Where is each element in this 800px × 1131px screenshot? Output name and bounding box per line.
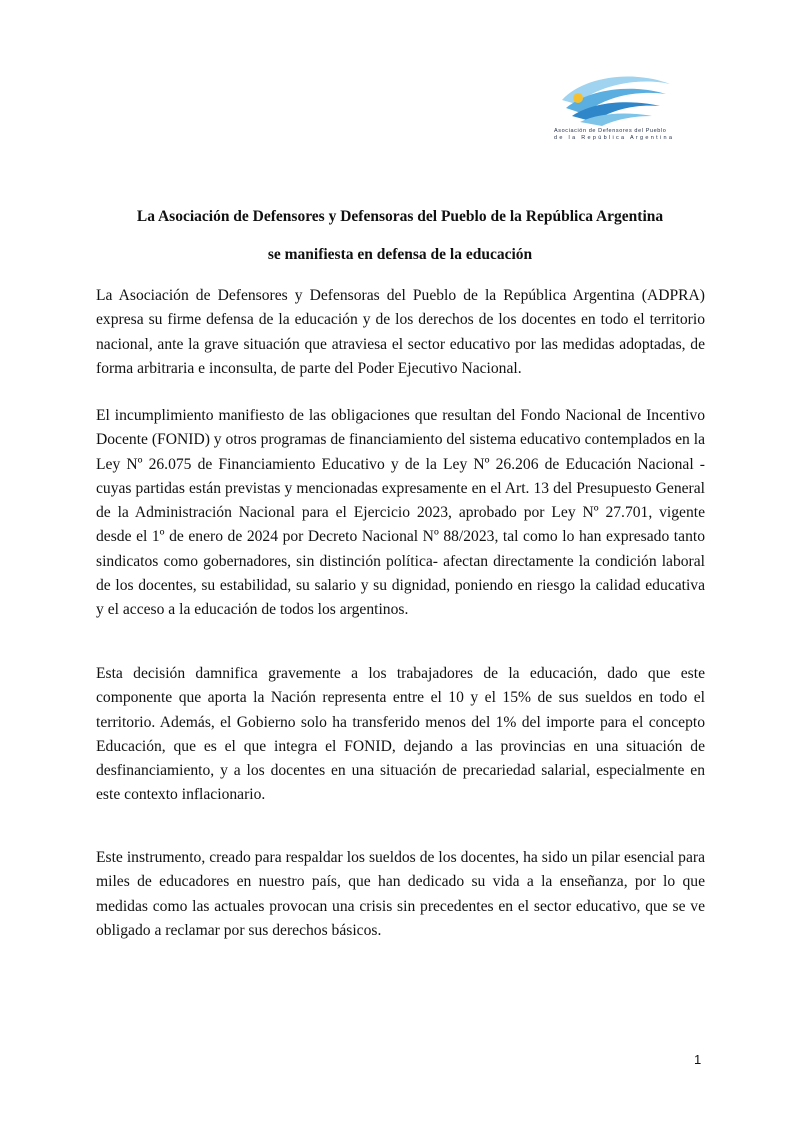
page-number: 1 — [694, 1052, 702, 1067]
logo-text-line2: de la República Argentina — [554, 135, 675, 141]
logo-text-line1: Asociación de Defensores del Pueblo — [554, 128, 667, 134]
document-title-line1: La Asociación de Defensores y Defensoras del Pueblo de la República Argentina — [136, 208, 664, 225]
paragraph: Esta decisión damnifica gravemente a los trabajadores de la educación, dado que este componente que aporta la Nación representa entre el 10 y el 15% de sus sueldos en todo el territorio. Además, el Gobierno solo ha transferido menos del 1% del importe para el concepto Educación, que es el que integra el FONID, dejando a las provincias en una situación de desfinanciamiento, y a los docentes en una situación de precariedad salarial, especialmente en este contexto inflacionario. — [96, 665, 705, 804]
paragraph: Este instrumento, creado para respaldar los sueldos de los docentes, ha sido un pilar esencial para miles de educadores en nuestro país, que han dedicado su vida a la enseñanza, por lo que medidas como las actuales provocan una crisis sin precedentes en el sector educativo, que se ve obligado a reclamar por sus derechos básicos. — [96, 849, 705, 939]
paragraph: El incumplimiento manifiesto de las obligaciones que resultan del Fondo Nacional de Incentivo Docente (FONID) y otros programas de financiamiento del sistema educativo contemplados en la Ley Nº 26.075 de Financiamiento Educativo y de la Ley Nº 26.206 de Educación Nacional -cuyas partidas están previstas y mencionadas expresamente en el Art. 13 del Presupuesto General de la Administración Nacional para el Ejercicio 2023, aprobado por Ley Nº 27.701, vigente desde el 1º de enero de 2024 por Decreto Nacional Nº 88/2023, tal como lo han expresado tanto sindicatos como gobernadores, sin distinción política- afectan directamente la condición laboral de los docentes, su estabilidad, su salario y su dignidad, poniendo en riesgo la calidad educativa y el acceso a la educación de todos los argentinos. — [96, 407, 705, 619]
document-title-line2: se manifiesta en defensa de la educación — [267, 246, 533, 263]
adpra-logo — [548, 70, 678, 150]
paragraph: La Asociación de Defensores y Defensoras del Pueblo de la República Argentina (ADPRA) expresa su firme defensa de la educación y de los derechos de los docentes en todo el territorio nacional, ante la grave situación que atraviesa el sector educativo por las medidas adoptadas, de forma arbitraria e inconsulta, de parte del Poder Ejecutivo Nacional. — [96, 287, 705, 377]
logo-emblem-icon — [554, 70, 674, 126]
